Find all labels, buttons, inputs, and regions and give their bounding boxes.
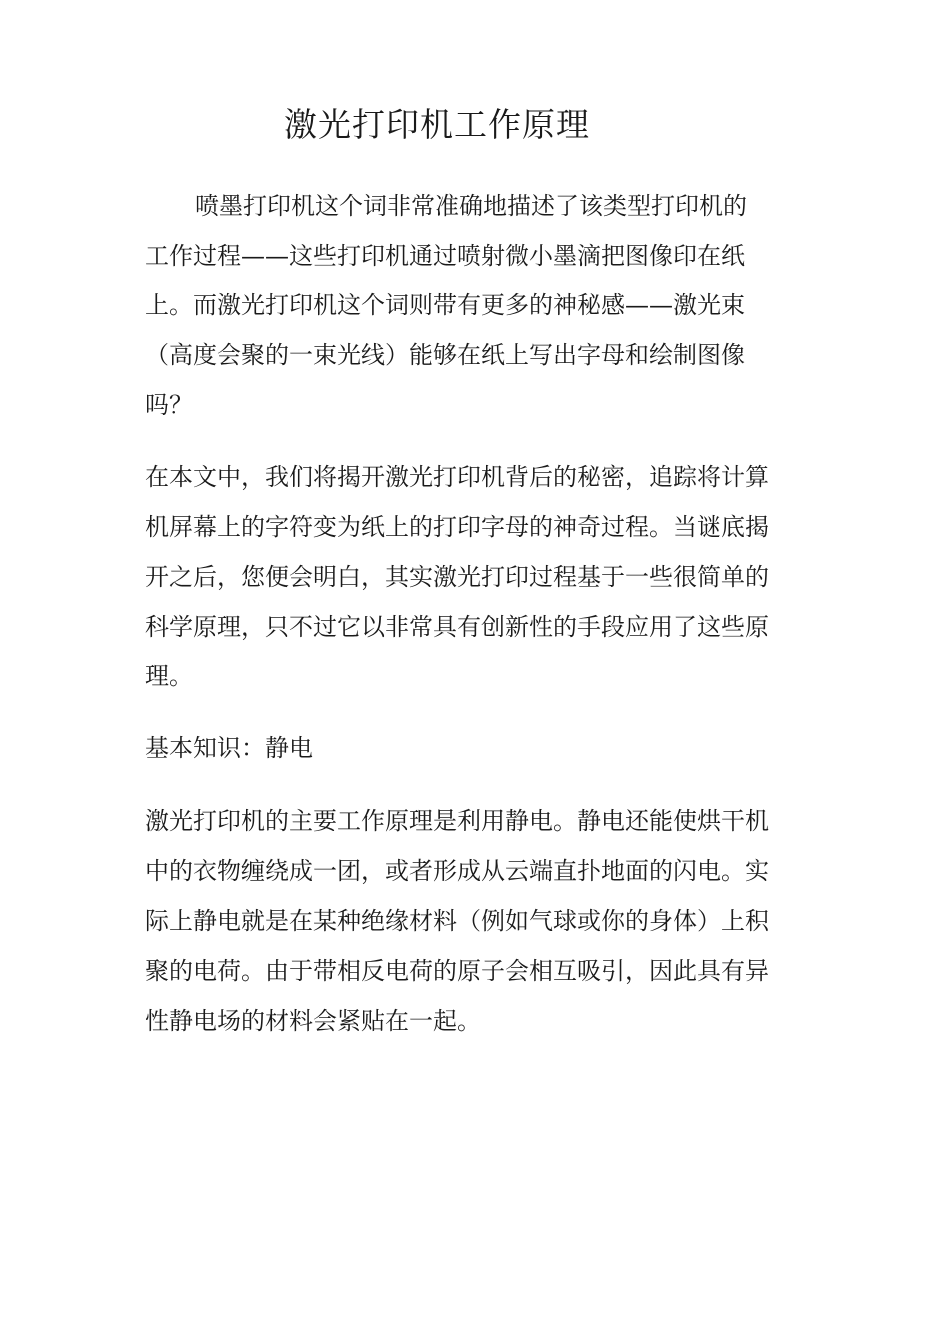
- paragraph-3-line-2: 中的衣物缠绕成一团，或者形成从云端直扑地面的闪电。实: [145, 857, 769, 885]
- paragraph-2-line-3: 开之后，您便会明白，其实激光打印过程基于一些很简单的: [145, 563, 769, 591]
- paragraph-1-line-5: 吗？: [145, 391, 193, 419]
- paragraph-2-line-2: 机屏幕上的字符变为纸上的打印字母的神奇过程。当谜底揭: [145, 513, 769, 541]
- page-title: 激光打印机工作原理: [284, 105, 590, 144]
- paragraph-3-line-4: 聚的电荷。由于带相反电荷的原子会相互吸引，因此具有异: [145, 957, 769, 985]
- paragraph-2-line-4: 科学原理，只不过它以非常具有创新性的手段应用了这些原: [145, 613, 769, 641]
- paragraph-1-line-1: 喷墨打印机这个词非常准确地描述了该类型打印机的: [195, 192, 747, 220]
- paragraph-3-line-1: 激光打印机的主要工作原理是利用静电。静电还能使烘干机: [145, 807, 769, 835]
- paragraph-3-line-5: 性静电场的材料会紧贴在一起。: [145, 1007, 481, 1035]
- paragraph-1-line-2: 工作过程——这些打印机通过喷射微小墨滴把图像印在纸: [145, 242, 745, 270]
- paragraph-1-line-3: 上。而激光打印机这个词则带有更多的神秘感——激光束: [145, 291, 745, 319]
- paragraph-2-line-5: 理。: [145, 662, 193, 690]
- section-heading: 基本知识：静电: [145, 734, 313, 762]
- paragraph-3-line-3: 际上静电就是在某种绝缘材料（例如气球或你的身体）上积: [145, 907, 769, 935]
- paragraph-1-line-4: （高度会聚的一束光线）能够在纸上写出字母和绘制图像: [145, 341, 745, 369]
- paragraph-2-line-1: 在本文中，我们将揭开激光打印机背后的秘密，追踪将计算: [145, 463, 769, 491]
